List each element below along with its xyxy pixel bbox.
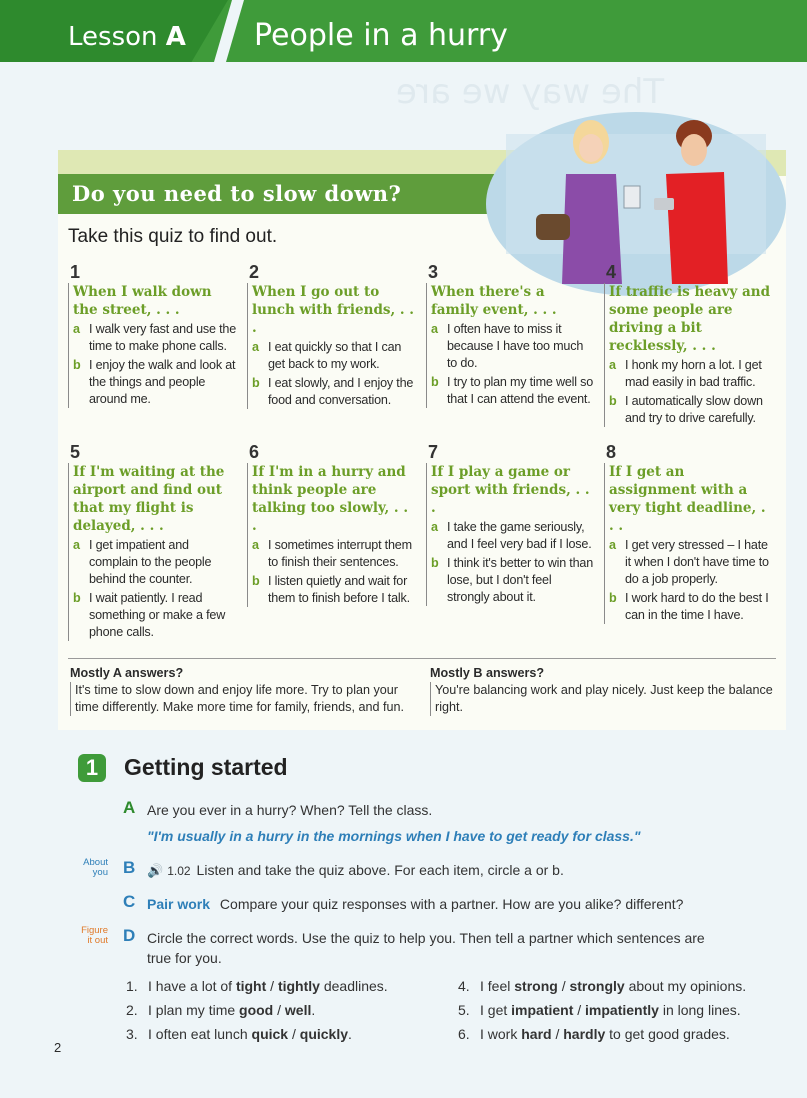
option-text: I think it's better to win than lose, but I don't feel strongly about it. [447, 556, 594, 604]
option-text: I listen quietly and wait for them to finish before I talk. [268, 574, 410, 605]
item-number: 1. [126, 978, 138, 994]
item-text: . [311, 1002, 316, 1018]
option-text: I honk my horn a lot. I get mad easily in bad traffic. [625, 358, 762, 389]
item-text: to get good grades. [605, 1026, 730, 1042]
question-stem: When I go out to lunch with friends, . . . [252, 284, 414, 336]
option-b[interactable] [609, 393, 772, 427]
section-title: Getting started [124, 754, 288, 780]
mostly-a-result [70, 665, 422, 716]
question-stem: If I'm waiting at the airport and find out that my flight is delayed, . . . [73, 464, 225, 534]
mostly-b-text: You're balancing work and play nicely. Just keep the balance right. [430, 682, 782, 716]
exercise-item-4 [458, 974, 746, 998]
question-number: 3 [428, 262, 439, 282]
exercise-b-text: Listen and take the quiz above. For each item, circle a or b. [196, 862, 564, 878]
option-letter: b [609, 591, 617, 605]
item-number: 2. [126, 1002, 138, 1018]
option-a[interactable] [431, 321, 594, 372]
option-a[interactable] [609, 537, 772, 588]
choice-word[interactable]: tight [235, 978, 267, 994]
item-text: I often eat lunch [148, 1026, 252, 1042]
quiz-card [58, 150, 786, 730]
option-text: I often have to miss it because I have too much to do. [447, 322, 584, 370]
option-b[interactable] [431, 555, 594, 606]
page-number: 2 [54, 1040, 62, 1055]
option-letter: a [609, 358, 616, 372]
question-number: 2 [249, 262, 260, 282]
option-a[interactable] [252, 537, 415, 571]
choice-word[interactable]: good [239, 1002, 274, 1018]
option-text: I eat quickly so that I can get back to my work. [268, 340, 402, 371]
option-a[interactable] [73, 321, 236, 355]
quiz-question-2 [247, 262, 415, 409]
option-text: I get impatient and complain to the people behind the counter. [89, 538, 212, 586]
choice-word[interactable]: impatiently [585, 1002, 659, 1018]
option-b[interactable] [73, 357, 236, 408]
option-a[interactable] [252, 339, 415, 373]
choice-word[interactable]: strong [514, 978, 558, 994]
item-text: . [348, 1026, 352, 1042]
option-letter: a [609, 538, 616, 552]
option-text: I walk very fast and use the time to make phone calls. [89, 322, 237, 353]
exercise-c-text: Compare your quiz responses with a partner. How are you alike? different? [219, 896, 684, 912]
pair-work-label: Pair work [147, 896, 211, 912]
choice-word[interactable]: impatient [511, 1002, 574, 1018]
choice-separator: / [266, 978, 278, 994]
exercise-item-2 [126, 998, 388, 1022]
quiz-question-8 [604, 442, 772, 624]
exercise-item-3 [126, 1022, 388, 1046]
quiz-results [68, 658, 776, 718]
option-text: I work hard to do the best I can in the time I have. [625, 591, 769, 622]
mostly-b-result [430, 665, 782, 716]
option-letter: b [431, 556, 439, 570]
choice-word[interactable]: well [284, 1002, 312, 1018]
choice-word[interactable]: tightly [277, 978, 320, 994]
choice-separator: / [573, 1002, 586, 1018]
item-number: 5. [458, 1002, 470, 1018]
question-stem: If I'm in a hurry and think people are talking too slowly, . . . [252, 464, 409, 534]
question-stem: If I play a game or sport with friends, . . . [431, 464, 590, 516]
question-stem: If I get an assignment with a very tight deadline, . . . [609, 464, 766, 534]
item-text: I work [480, 1026, 522, 1042]
option-letter: b [431, 375, 439, 389]
option-letter: b [252, 376, 260, 390]
exercise-letter: A [123, 798, 136, 817]
audio-icon[interactable]: 🔊 [147, 863, 164, 878]
option-letter: b [73, 591, 81, 605]
option-letter: a [73, 538, 80, 552]
option-b[interactable] [73, 590, 236, 641]
quiz-question-4 [604, 262, 772, 427]
choice-separator: / [551, 1026, 564, 1042]
item-text: I get [480, 1002, 512, 1018]
option-a[interactable] [73, 537, 236, 588]
audio-track-number: 1.02 [167, 864, 191, 878]
mostly-a-heading: Mostly A answers? [70, 666, 184, 680]
option-letter: a [431, 520, 438, 534]
choice-word[interactable]: quick [251, 1026, 289, 1042]
quiz-banner [58, 174, 498, 214]
choice-separator: / [557, 978, 570, 994]
question-stem: When there's a family event, . . . [431, 284, 557, 318]
item-text: I plan my time [148, 1002, 240, 1018]
question-number: 1 [70, 262, 81, 282]
quiz-question-1 [68, 262, 236, 408]
exercise-item-5 [458, 998, 746, 1022]
item-text: I feel [480, 978, 515, 994]
mostly-b-heading: Mostly B answers? [430, 666, 545, 680]
option-b[interactable] [609, 590, 772, 624]
choice-word[interactable]: quickly [299, 1026, 349, 1042]
quiz-banner-title: Do you need to slow down? [72, 181, 402, 206]
exercise-d-items-left [126, 974, 388, 1046]
option-text: I eat slowly, and I enjoy the food and conversation. [268, 376, 414, 407]
option-text: I wait patiently. I read something or make a few phone calls. [89, 591, 226, 639]
quiz-subtitle: Take this quiz to find out. [68, 226, 278, 247]
option-a[interactable] [609, 357, 772, 391]
exercise-item-1 [126, 974, 388, 998]
option-letter: b [252, 574, 260, 588]
option-letter: a [431, 322, 438, 336]
question-stem: When I walk down the street, . . . [73, 284, 212, 318]
option-b[interactable] [431, 374, 594, 408]
option-a[interactable] [431, 519, 594, 553]
option-letter: a [252, 340, 259, 354]
quiz-question-6 [247, 442, 415, 607]
exercise-d-items-right [458, 974, 746, 1046]
quiz-question-7 [426, 442, 594, 606]
question-number: 4 [606, 262, 617, 282]
option-text: I sometimes interrupt them to finish their sentences. [268, 538, 412, 569]
option-text: I try to plan my time well so that I can attend the event. [447, 375, 594, 406]
ghost-unit-title: The way we are [396, 72, 665, 112]
item-text: in long lines. [658, 1002, 741, 1018]
option-text: I automatically slow down and try to drive carefully. [625, 394, 763, 425]
question-number: 8 [606, 442, 617, 462]
option-letter: b [73, 358, 81, 372]
lesson-label [68, 22, 186, 52]
lesson-header [0, 0, 807, 62]
item-number: 4. [458, 978, 470, 994]
choice-word[interactable]: strongly [569, 978, 625, 994]
lesson-word: Lesson [68, 22, 158, 52]
exercise-b-line [147, 860, 727, 881]
question-stem: If traffic is heavy and some people are driving a bit recklessly, . . . [609, 284, 771, 354]
exercise-letter: C [123, 892, 136, 911]
item-text: deadlines. [319, 978, 388, 994]
option-b[interactable] [252, 573, 415, 607]
option-letter: a [252, 538, 259, 552]
item-number: 6. [458, 1026, 470, 1042]
item-number: 3. [126, 1026, 138, 1042]
section-number-badge: 1 [78, 754, 106, 782]
exercise-letter: D [123, 926, 136, 945]
item-text: about my opinions. [624, 978, 747, 994]
item-text: I have a lot of [148, 978, 236, 994]
exercise-letter: B [123, 858, 136, 877]
exercise-item-6 [458, 1022, 746, 1046]
option-text: I enjoy the walk and look at the things and people around me. [89, 358, 236, 406]
about-you-tag: About you [83, 857, 108, 878]
option-letter: b [609, 394, 617, 408]
choice-separator: / [288, 1026, 300, 1042]
mostly-a-text: It's time to slow down and enjoy life more. Try to plan your time differently. Make more time for family, friends, and fun. [70, 682, 422, 716]
lesson-title: People in a hurry [254, 18, 508, 53]
choice-word[interactable]: hardly [563, 1026, 606, 1042]
question-number: 7 [428, 442, 439, 462]
figure-it-out-tag: Figure it out [81, 925, 108, 946]
option-letter: a [73, 322, 80, 336]
quiz-question-3 [426, 262, 594, 408]
choice-word[interactable]: hard [521, 1026, 552, 1042]
option-text: I take the game seriously, and I feel very bad if I lose. [447, 520, 592, 551]
choice-separator: / [273, 1002, 285, 1018]
example-quote: "I'm usually in a hurry in the mornings when I have to get ready for class." [147, 828, 641, 844]
exercise-a-text: Are you ever in a hurry? When? Tell the class. [147, 802, 433, 818]
option-b[interactable] [252, 375, 415, 409]
question-number: 5 [70, 442, 81, 462]
exercise-c-line [147, 894, 727, 914]
quiz-question-5 [68, 442, 236, 641]
question-number: 6 [249, 442, 260, 462]
exercise-d-text: Circle the correct words. Use the quiz to help you. Then tell a partner which sentences are true for you. [147, 930, 705, 966]
lesson-letter: A [165, 22, 186, 52]
option-text: I get very stressed – I hate it when I don't have time to do a job properly. [625, 538, 769, 586]
